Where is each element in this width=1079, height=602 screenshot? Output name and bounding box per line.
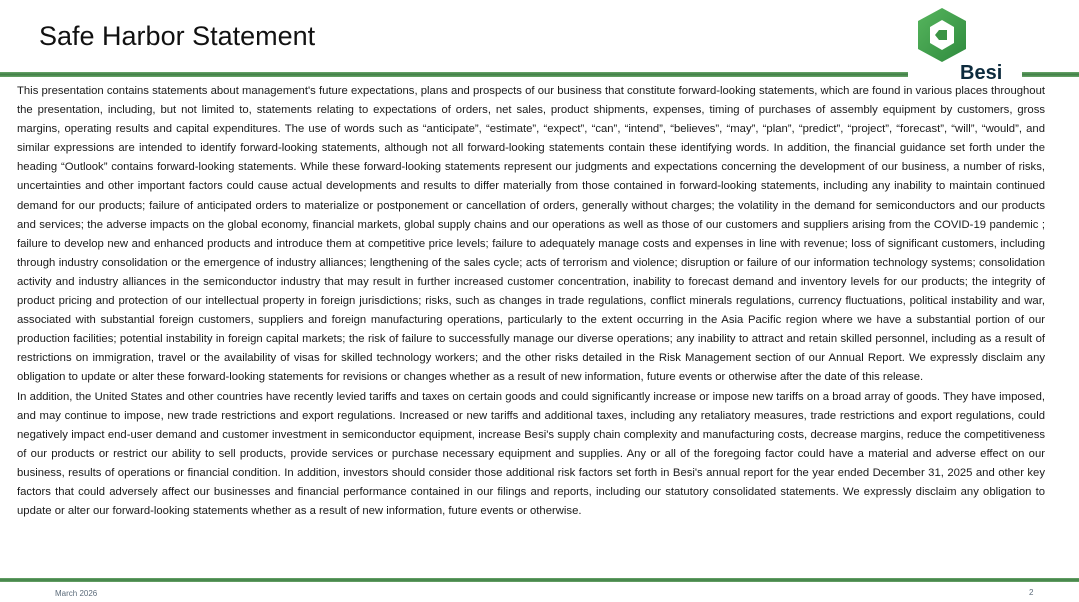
footer-date: March 2026 (55, 589, 98, 598)
page-number: 2 (1029, 588, 1034, 597)
logo-wordmark: Besi (960, 62, 1003, 84)
slide-title: Safe Harbor Statement (39, 21, 316, 51)
footer-rule (0, 578, 1079, 582)
safe-harbor-body (17, 82, 1045, 521)
header-rule-left (0, 72, 908, 77)
paragraph-1: This presentation contains statements about management's future expectations, plans and prospects of our business that constitute forward-looking statements, which are found in various places throughout the presentation, including, but not limited to, statements relating to expectations of orders, net sales, product shipments, expenses, timing of purchases of assembly equipment by customers, gross margins, operating results and capital expenditures. The use of words such as “anticipate”, “estimate”, “expect”, “can”, “intend”, “believes”, “may”, “plan”, “predict”, “project”, “forecast”, “will”, “would”, and similar expressions are intended to identify forward-looking statements, although not all forward-looking statements contain these identifying words. In addition, the financial guidance set forth under the heading “Outlook” contains forward-looking statements. While these forward-looking statements represent our judgments and expectations concerning the development of our business, a number of risks, uncertainties and other important factors could cause actual developments and results to differ materially from those contained in forward-looking statements, including any inability to maintain continued demand for our products; failure of anticipated orders to materialize or postponement or cancellation of orders, generally without charges; the volatility in the demand for semiconductors and our products and services; the adverse impacts on the global economy, financial markets, global supply chains and our operations as well as those of our customers and suppliers arising from the COVID-19 pandemic ; failure to develop new and enhanced products and introduce them at competitive price levels; failure to adequately manage costs and expenses in line with revenue; loss of significant customers, including through industry consolidation or the emergence of industry alliances; lengthening of the sales cycle; acts of terrorism and violence; disruption or failure of our information technology systems; consolidation activity and industry alliances in the semiconductor industry that may result in further increased customer concentration, inability to forecast demand and inventory levels for our products; the integrity of product pricing and protection of our intellectual property in foreign jurisdictions; risks, such as changes in trade regulations, conflict minerals regulations, currency fluctuations, political instability and war, associated with substantial foreign customers, suppliers and foreign manufacturing operations, particularly to the extent occurring in the Asia Pacific region where we have a substantial portion of our production facilities; potential instability in foreign capital markets; the risk of failure to successfully manage our diverse operations; any inability to attract and retain skilled personnel, including as a result of restrictions on immigration, travel or the availability of visas for skilled technology workers; and the other risks detailed in the Risk Management section of our Annual Report. We expressly disclaim any obligation to update or alter these forward-looking statements for revisions or changes whether as a result of new information, future events or otherwise after the date of this release. (17, 85, 1045, 384)
besi-logo (912, 6, 1016, 82)
paragraph-2: In addition, the United States and other countries have recently levied tariffs and taxes on certain goods and could significantly increase or impose new tariffs on a broad array of goods. They have imposed, and may continue to impose, new trade restrictions and export regulations. Increased or new tariffs and additional taxes, including any retaliatory measures, trade restrictions and export regulations, could negatively impact end-user demand and customer investment in semiconductor equipment, increase Besi's supply chain complexity and manufacturing costs, decrease margins, reduce the competitiveness of our products or restrict our ability to sell products, provide services or purchase necessary equipment and supplies. Any or all of the foregoing factor could have a material and adverse effect on our business, results of operations or financial condition. In addition, investors should consider those additional risk factors set forth in Besi's annual report for the year ended December 31, 2025 and other key factors that could adversely affect our businesses and financial performance contained in our filings and reports, including our statutory consolidated statements. We expressly disclaim any obligation to update or alter our forward-looking statements whether as a result of new information, future events or otherwise. (17, 390, 1045, 518)
besi-hexagon-logo-icon (914, 6, 970, 64)
header-rule-right (1022, 72, 1079, 77)
